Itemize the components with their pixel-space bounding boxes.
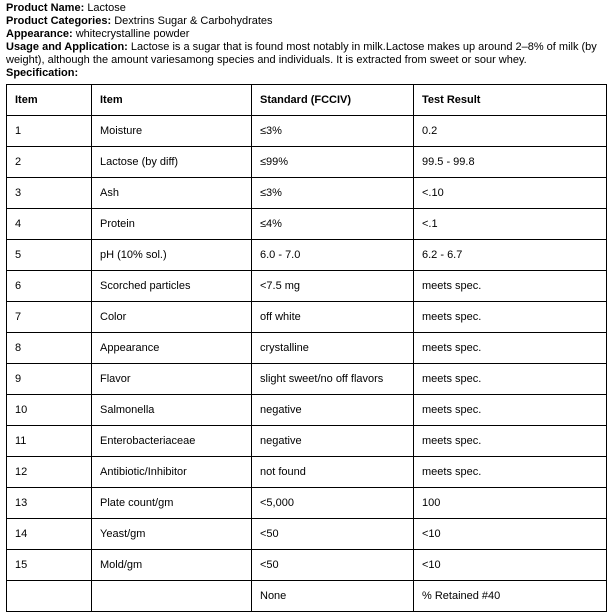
cell-item-name: Scorched particles — [92, 271, 252, 302]
table-row — [7, 240, 607, 271]
cell-standard: off white — [252, 302, 414, 333]
cell-item-number: 10 — [7, 395, 92, 426]
specification-table — [6, 84, 607, 612]
usage-value: Lactose is a sugar that is found most notably in milk.Lactose makes up around 2–8% of milk (by weight), although the amount variesamong species and individuals. It is extracted from sweet or sour whey. — [6, 41, 597, 66]
header-item-number: Item — [7, 85, 92, 116]
header-test-result: Test Result — [414, 85, 607, 116]
cell-item-number: 2 — [7, 147, 92, 178]
table-row — [7, 147, 607, 178]
table-row — [7, 271, 607, 302]
cell-test-result: meets spec. — [414, 271, 607, 302]
cell-item-number: 6 — [7, 271, 92, 302]
cell-test-result: meets spec. — [414, 364, 607, 395]
product-categories-value: Dextrins Sugar & Carbohydrates — [114, 15, 273, 27]
cell-test-result: 0.2 — [414, 116, 607, 147]
cell-item-number: 7 — [7, 302, 92, 333]
product-categories-label: Product Categories: — [6, 15, 112, 27]
cell-item-name: Lactose (by diff) — [92, 147, 252, 178]
cell-item-name: Color — [92, 302, 252, 333]
cell-standard: <5,000 — [252, 488, 414, 519]
table-row — [7, 178, 607, 209]
cell-test-result: meets spec. — [414, 333, 607, 364]
product-info — [6, 2, 606, 80]
table-row — [7, 457, 607, 488]
cell-standard: negative — [252, 426, 414, 457]
cell-item-name: Ash — [92, 178, 252, 209]
cell-item-number: 5 — [7, 240, 92, 271]
product-name-value: Lactose — [87, 2, 126, 14]
specification-label: Specification: — [6, 67, 79, 79]
usage-line — [6, 41, 606, 67]
product-categories-line — [6, 15, 606, 28]
table-row — [7, 364, 607, 395]
usage-label: Usage and Application: — [6, 41, 128, 53]
cell-item-number: 14 — [7, 519, 92, 550]
cell-item-number: 12 — [7, 457, 92, 488]
cell-test-result: <.10 — [414, 178, 607, 209]
table-row — [7, 333, 607, 364]
cell-test-result: <10 — [414, 550, 607, 581]
cell-standard: <50 — [252, 550, 414, 581]
appearance-value: whitecrystalline powder — [75, 28, 190, 40]
cell-test-result: meets spec. — [414, 302, 607, 333]
cell-test-result: <.1 — [414, 209, 607, 240]
cell-item-name: Flavor — [92, 364, 252, 395]
cell-standard: ≤99% — [252, 147, 414, 178]
cell-item-name: pH (10% sol.) — [92, 240, 252, 271]
table-row — [7, 550, 607, 581]
cell-item-number: 9 — [7, 364, 92, 395]
specification-line — [6, 67, 606, 80]
table-row — [7, 519, 607, 550]
cell-item-number — [7, 581, 92, 612]
appearance-line — [6, 28, 606, 41]
cell-test-result: meets spec. — [414, 426, 607, 457]
cell-test-result: meets spec. — [414, 395, 607, 426]
table-row — [7, 209, 607, 240]
header-standard: Standard (FCCIV) — [252, 85, 414, 116]
product-name-label: Product Name: — [6, 2, 85, 14]
cell-test-result: 100 — [414, 488, 607, 519]
table-row — [7, 395, 607, 426]
cell-standard: crystalline — [252, 333, 414, 364]
cell-item-number: 13 — [7, 488, 92, 519]
cell-standard: not found — [252, 457, 414, 488]
cell-item-number: 11 — [7, 426, 92, 457]
cell-item-number: 3 — [7, 178, 92, 209]
cell-test-result: 99.5 - 99.8 — [414, 147, 607, 178]
cell-item-name: Enterobacteriaceae — [92, 426, 252, 457]
cell-standard: <50 — [252, 519, 414, 550]
cell-item-name: Protein — [92, 209, 252, 240]
appearance-label: Appearance: — [6, 28, 73, 40]
cell-standard: ≤4% — [252, 209, 414, 240]
cell-standard: None — [252, 581, 414, 612]
table-row — [7, 302, 607, 333]
cell-item-name: Appearance — [92, 333, 252, 364]
cell-item-name — [92, 581, 252, 612]
cell-item-number: 8 — [7, 333, 92, 364]
cell-test-result: meets spec. — [414, 457, 607, 488]
cell-item-name: Antibiotic/Inhibitor — [92, 457, 252, 488]
cell-item-name: Moisture — [92, 116, 252, 147]
table-header-row — [7, 85, 607, 116]
header-item-name: Item — [92, 85, 252, 116]
cell-item-name: Salmonella — [92, 395, 252, 426]
cell-standard: ≤3% — [252, 116, 414, 147]
cell-standard: <7.5 mg — [252, 271, 414, 302]
cell-test-result: <10 — [414, 519, 607, 550]
cell-test-result: % Retained #40 — [414, 581, 607, 612]
table-body — [7, 116, 607, 612]
cell-standard: 6.0 - 7.0 — [252, 240, 414, 271]
cell-item-number: 4 — [7, 209, 92, 240]
table-row — [7, 116, 607, 147]
cell-standard: negative — [252, 395, 414, 426]
cell-item-name: Yeast/gm — [92, 519, 252, 550]
table-row — [7, 426, 607, 457]
cell-standard: ≤3% — [252, 178, 414, 209]
cell-test-result: 6.2 - 6.7 — [414, 240, 607, 271]
cell-standard: slight sweet/no off flavors — [252, 364, 414, 395]
cell-item-name: Plate count/gm — [92, 488, 252, 519]
table-row — [7, 488, 607, 519]
cell-item-number: 15 — [7, 550, 92, 581]
cell-item-name: Mold/gm — [92, 550, 252, 581]
cell-item-number: 1 — [7, 116, 92, 147]
product-name-line — [6, 2, 606, 15]
table-row — [7, 581, 607, 612]
